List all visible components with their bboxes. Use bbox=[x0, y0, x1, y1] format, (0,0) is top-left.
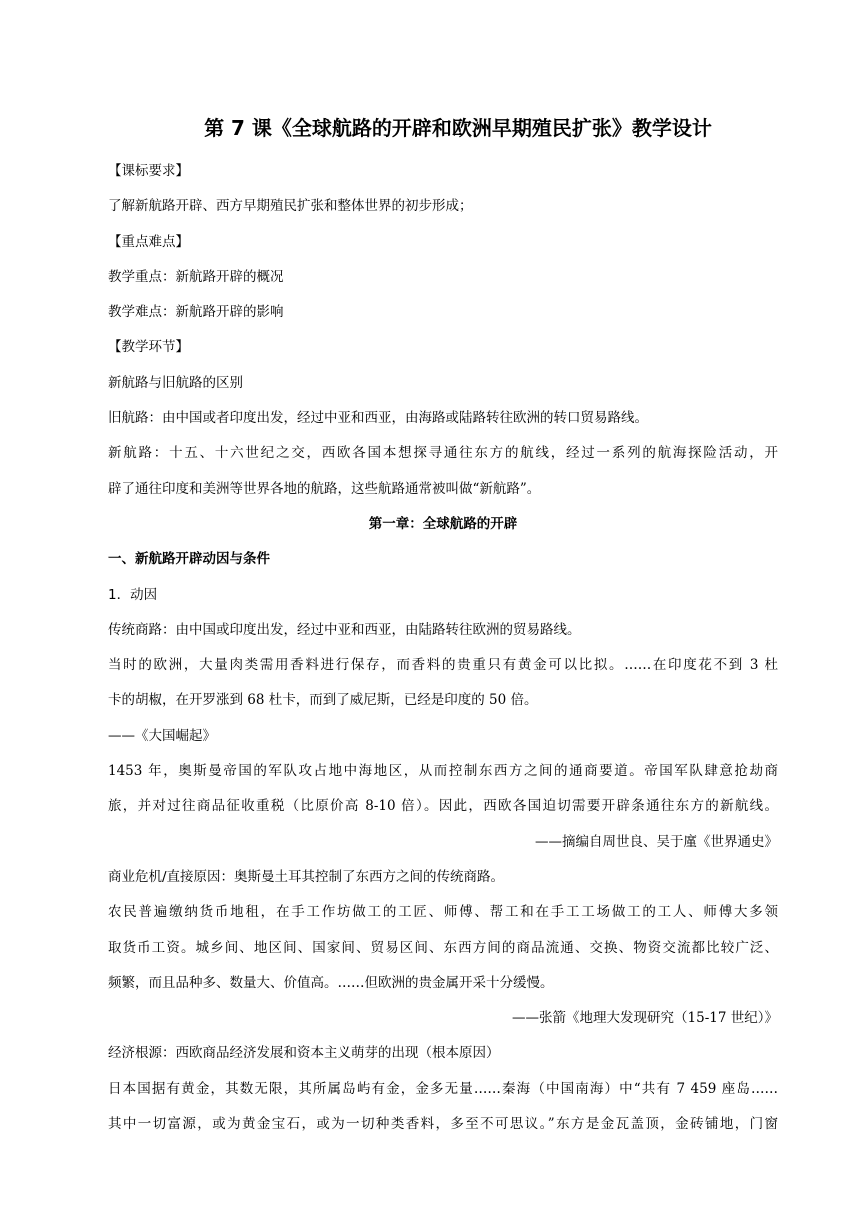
section-label-teaching: 【教学环节】 bbox=[108, 339, 189, 356]
paragraph-line: 教学重点：新航路开辟的概况 bbox=[108, 268, 284, 285]
quote-source: ——《大国崛起》 bbox=[108, 727, 216, 744]
paragraph-line: 经济根源：西欧商品经济发展和资本主义萌芽的出现（根本原因） bbox=[108, 1045, 500, 1062]
quote-line: 日本国据有黄金，其数无限，其所属岛屿有金，金多无量……秦海（中国南海）中“共有 7 459 座岛…… bbox=[108, 1080, 778, 1097]
paragraph-line: 了解新航路开辟、西方早期殖民扩张和整体世界的初步形成； bbox=[108, 198, 473, 215]
quote-line: 旅，并对过往商品征收重税（比原价高 8-10 倍）。因此，西欧各国迫切需要开辟条通往东方的新航线。 bbox=[108, 798, 778, 815]
document-title: 第 7 课《全球航路的开辟和欧洲早期殖民扩张》教学设计 bbox=[204, 116, 712, 140]
section-heading: 一、新航路开辟动因与条件 bbox=[108, 551, 270, 568]
paragraph-line: 商业危机/直接原因：奥斯曼土耳其控制了东西方之间的传统商路。 bbox=[108, 868, 505, 885]
quote-source: ——张箭《地理大发现研究（15-17 世纪）》 bbox=[512, 1010, 778, 1027]
quote-line: 取货币工资。城乡间、地区间、国家间、贸易区间、东西方间的商品流通、交换、物资交流都比较广泛、 bbox=[108, 939, 778, 956]
quote-line: 频繁，而且品种多、数量大、价值高。……但欧洲的贵金属开采十分缓慢。 bbox=[108, 974, 554, 991]
quote-source: ——摘编自周世良、吴于廑《世界通史》 bbox=[535, 833, 778, 850]
paragraph-line: 传统商路：由中国或印度出发，经过中亚和西亚，由陆路转往欧洲的贸易路线。 bbox=[108, 621, 581, 638]
paragraph-line: 旧航路：由中国或者印度出发，经过中亚和西亚，由海路或陆路转往欧洲的转口贸易路线。 bbox=[108, 410, 648, 427]
paragraph-line: 新航路：十五、十六世纪之交，西欧各国本想探寻通往东方的航线，经过一系列的航海探险活动，开 bbox=[108, 445, 778, 462]
quote-line: 卡的胡椒，在开罗涨到 68 杜卡，而到了威尼斯，已经是印度的 50 倍。 bbox=[108, 692, 538, 709]
document-body bbox=[108, 154, 778, 1142]
section-label-curriculum: 【课标要求】 bbox=[108, 163, 189, 179]
paragraph-line: 辟了通往印度和美洲等世界各地的航路，这些航路通常被叫做“新航路”。 bbox=[108, 480, 541, 497]
quote-line: 1453 年，奥斯曼帝国的军队攻占地中海地区，从而控制东西方之间的通商要道。帝国军队肆意抢劫商 bbox=[108, 763, 778, 780]
quote-line: 当时的欧洲，大量肉类需用香料进行保存，而香料的贵重只有黄金可以比拟。……在印度花不到 3 杜 bbox=[108, 657, 778, 674]
subsection-heading: 1．动因 bbox=[108, 586, 158, 603]
quote-line: 农民普遍缴纳货币地租，在手工作坊做工的工匠、师傅、帮工和在手工工场做工的工人、师傅大多领 bbox=[108, 904, 778, 921]
paragraph-line: 教学难点：新航路开辟的影响 bbox=[108, 304, 284, 321]
paragraph-line: 新航路与旧航路的区别 bbox=[108, 374, 243, 391]
chapter-heading: 第一章：全球航路的开辟 bbox=[368, 515, 518, 532]
quote-line: 其中一切富源，或为黄金宝石，或为一切种类香料，多至不可思议。”东方是金瓦盖顶，金砖铺地，门窗 bbox=[108, 1116, 778, 1133]
section-label-key-points: 【重点难点】 bbox=[108, 233, 189, 250]
